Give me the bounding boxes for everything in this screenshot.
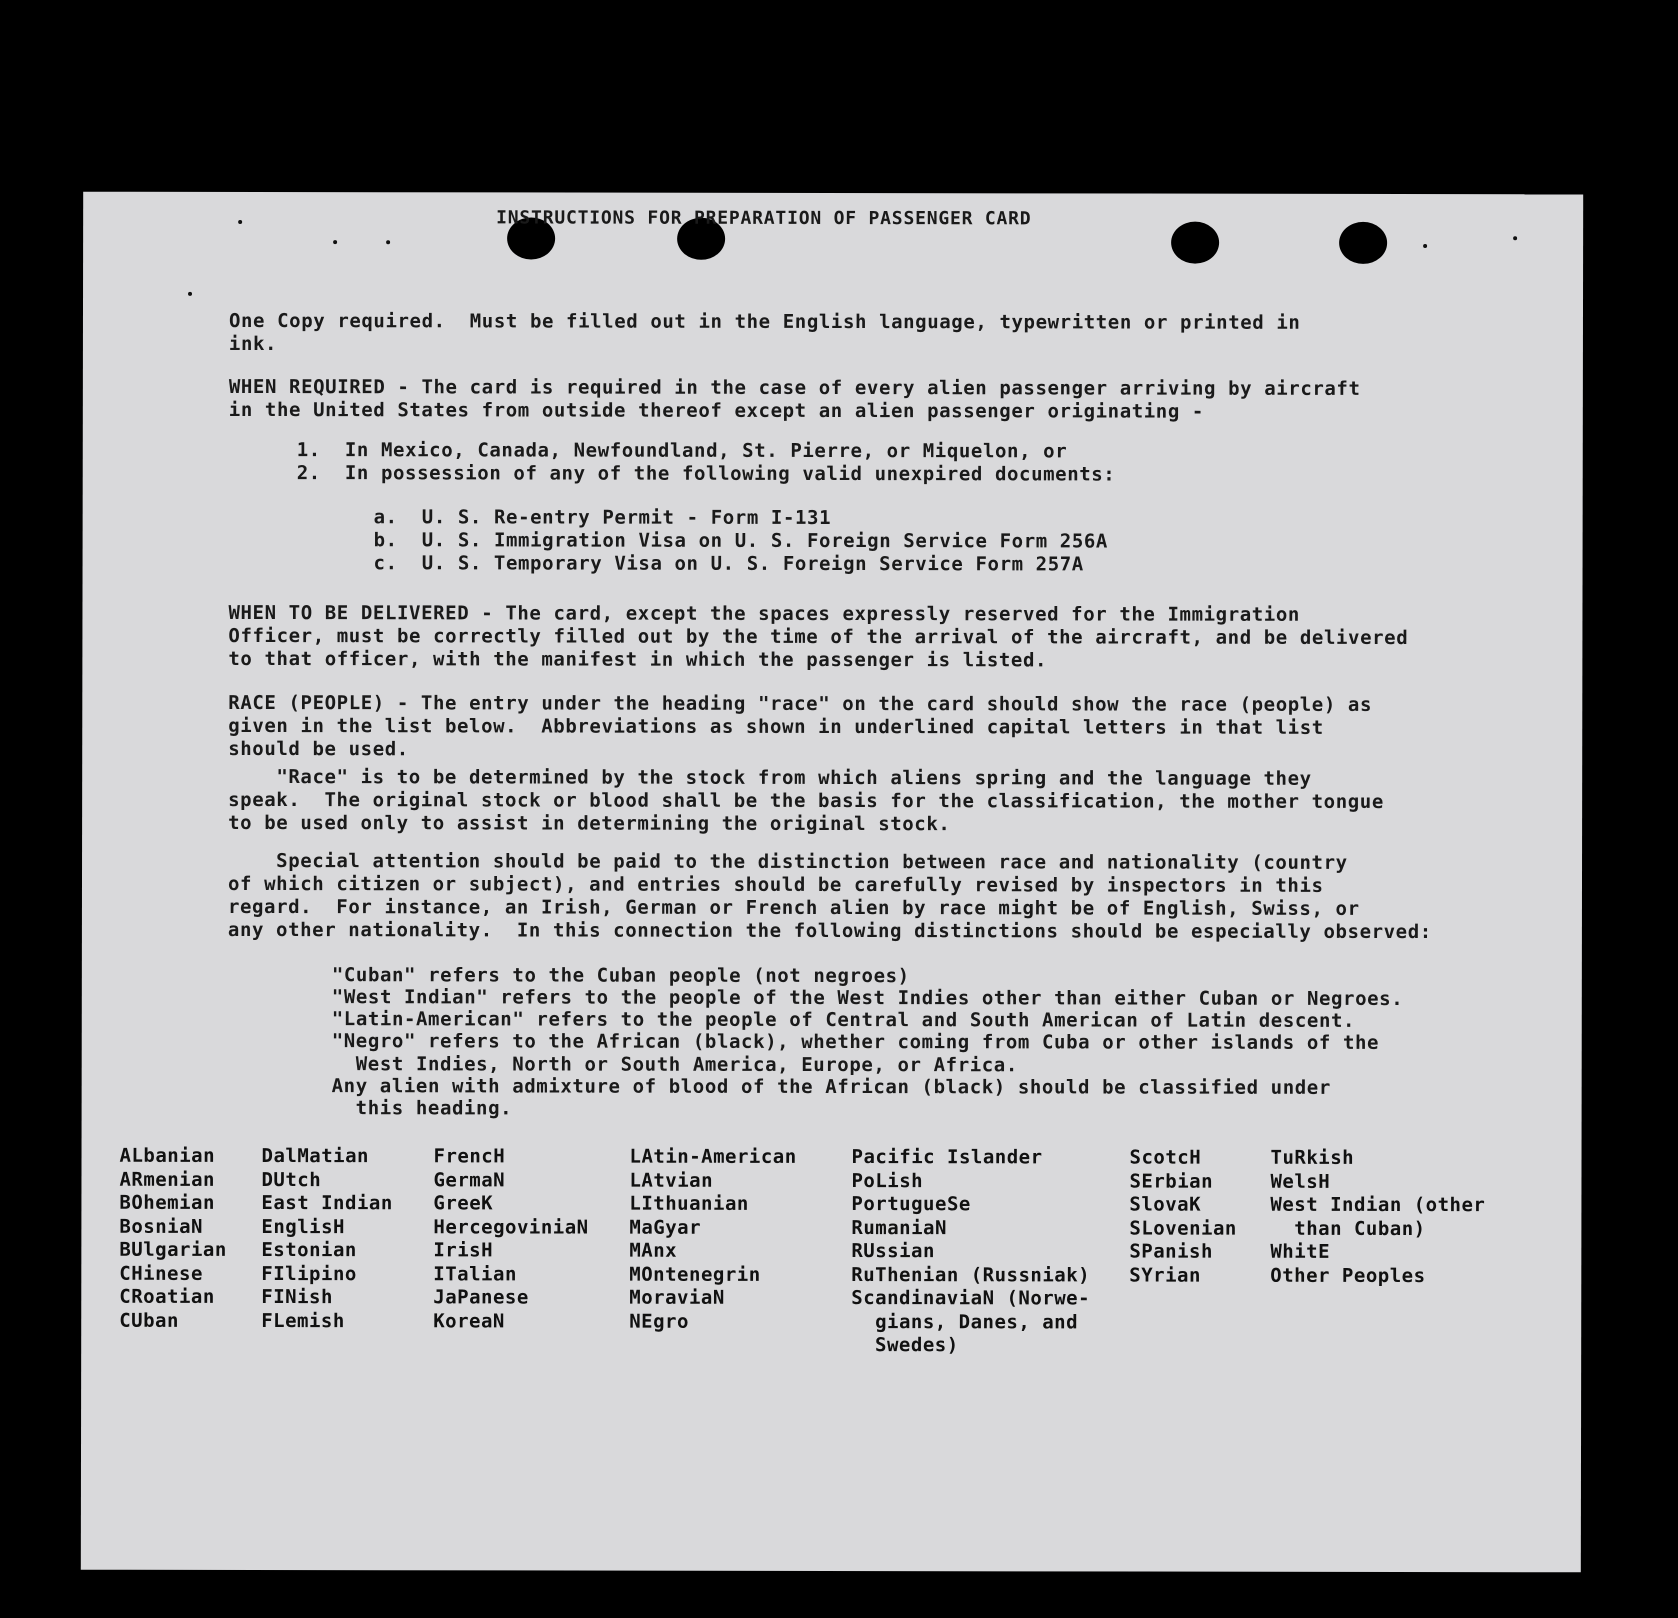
race-column-3 <box>433 1145 589 1333</box>
race-item: RUssian <box>851 1240 935 1263</box>
race-item: GreeK <box>433 1192 494 1215</box>
race-item: FLemish <box>261 1309 345 1332</box>
race-item: Other Peoples <box>1270 1264 1426 1287</box>
race-item: ARmenian <box>119 1168 216 1191</box>
race-item: ALbanian <box>119 1144 216 1167</box>
distinctions-list: "Cuban" refers to the Cuban people (not negroes) "West Indian" refers to the people of the West Indies other than either Cuban or Negroes. "Latin-American" refers to the people of Central and South American of Latin descent. "Negro" refers to the African (black), whether coming from Cuba or other islands of the West Indies, North or South America, Europe, or Africa. Any alien with admixture of blood of the African (black) should be classified under this heading. <box>331 963 1404 1120</box>
speck <box>238 220 242 224</box>
race-column-2 <box>261 1145 393 1333</box>
race-item: SLovenian <box>1129 1217 1237 1240</box>
race-item: NEgro <box>629 1310 689 1333</box>
race-item: RuThenian (Russniak) <box>851 1263 1091 1286</box>
race-item: EnglisH <box>261 1215 345 1238</box>
race-item: CHinese <box>119 1262 203 1285</box>
race-item: Estonian <box>261 1239 357 1262</box>
race-item: SYrian <box>1129 1264 1201 1287</box>
document-sublist: a. U. S. Re-entry Permit - Form I-131 b. U. S. Immigration Visa on U. S. Foreign Service Form 256A c. U. S. Temporary Visa on U. S. Foreign Service Form 257A <box>373 506 1109 576</box>
race-item: Swedes) <box>851 1334 959 1357</box>
race-item: MAnx <box>629 1239 678 1262</box>
race-item: TuRkish <box>1270 1146 1355 1169</box>
special-attention-paragraph: Special attention should be paid to the distinction between race and nationality (country of which citizen or subject), and entries should be carefully revised by inspectors in this regard. For instance, an Irish, German or French alien by race might be of English, Swiss, or any other nationality. In this connection the following distinctions should be especially observed: <box>227 849 1432 944</box>
race-column-4 <box>629 1146 796 1334</box>
race-definition-paragraph: "Race" is to be determined by the stock from which aliens spring and the language they speak. The original stock or blood shall be the basis for the classification, the mother tongue to be used only to assist in determining the original stock. <box>228 765 1384 836</box>
race-item: SPanish <box>1129 1240 1213 1263</box>
race-item: RumaniaN <box>851 1216 947 1239</box>
race-column-1 <box>119 1145 227 1333</box>
race-item: MoraviaN <box>629 1286 725 1309</box>
race-paragraph: RACE (PEOPLE) - The entry under the heading "race" on the card should show the race (people) as given in the list below. Abbreviations as shown in underlined capital letters in that list should be used. <box>228 691 1373 761</box>
document-page <box>81 192 1583 1573</box>
speck <box>1423 244 1427 248</box>
race-item: FINish <box>261 1286 333 1309</box>
race-column-5 <box>851 1146 1090 1358</box>
race-item: West Indian (other <box>1270 1193 1486 1217</box>
race-item: SErbian <box>1129 1170 1214 1193</box>
race-item: WelsH <box>1270 1170 1331 1193</box>
when-delivered-paragraph: WHEN TO BE DELIVERED - The card, except the spaces expressly reserved for the Immigration Officer, must be correctly filled out by the time of the arrival of the aircraft, and be delivered to that officer, with the manifest in which the passenger is listed. <box>228 601 1409 672</box>
race-item: LAtvian <box>629 1169 714 1192</box>
race-item: PortugueSe <box>851 1193 971 1216</box>
race-item: PoLish <box>851 1169 924 1192</box>
race-item: IrisH <box>433 1239 494 1262</box>
speck <box>333 240 337 244</box>
race-item: DalMatian <box>261 1145 369 1168</box>
race-item: BOhemian <box>119 1191 215 1214</box>
race-item: MaGyar <box>629 1216 702 1239</box>
race-item: gians, Danes, and <box>851 1310 1079 1333</box>
race-item: DUtch <box>261 1168 322 1191</box>
race-item: LAtin-American <box>629 1145 797 1168</box>
race-item: JaPanese <box>433 1286 529 1309</box>
race-column-6 <box>1129 1147 1237 1288</box>
race-item: East Indian <box>261 1192 393 1215</box>
race-item: HercegoviniaN <box>433 1215 589 1239</box>
race-item: FIlipino <box>261 1262 357 1285</box>
race-item: BUlgarian <box>119 1238 227 1261</box>
race-item: Pacific Islander <box>851 1146 1043 1169</box>
race-item: BosniaN <box>119 1215 203 1238</box>
race-item: WhitE <box>1270 1240 1331 1263</box>
race-item: FrencH <box>433 1145 506 1168</box>
punch-hole <box>1171 222 1219 264</box>
race-item: SlovaK <box>1129 1193 1202 1216</box>
race-item: ScotcH <box>1129 1146 1202 1169</box>
race-item: LIthuanian <box>629 1192 749 1215</box>
speck <box>1513 236 1517 240</box>
document-title: INSTRUCTIONS FOR PREPARATION OF PASSENGER CARD <box>496 207 1032 230</box>
race-item: KoreaN <box>433 1309 505 1332</box>
punch-hole <box>1339 222 1387 264</box>
race-item: CUban <box>119 1309 179 1332</box>
race-item: ScandinaviaN (Norwe- <box>851 1287 1091 1310</box>
race-item: CRoatian <box>119 1285 215 1308</box>
race-item: ITalian <box>433 1262 517 1285</box>
race-item: than Cuban) <box>1270 1217 1426 1240</box>
intro-paragraph: One Copy required. Must be filled out in the English language, typewritten or printed in ink. <box>228 309 1301 356</box>
race-column-7 <box>1270 1147 1485 1288</box>
race-item: GermaN <box>433 1168 506 1191</box>
when-required-list: 1. In Mexico, Canada, Newfoundland, St. Pierre, or Miquelon, or 2. In possession of any of the following valid unexpired documents: <box>296 439 1116 486</box>
race-item: MOntenegrin <box>629 1263 761 1286</box>
when-required-paragraph: WHEN REQUIRED - The card is required in the case of every alien passenger arriving by aircraft in the United States from outside thereof except an alien passenger originating - <box>228 375 1361 423</box>
speck <box>386 240 390 244</box>
speck <box>188 292 192 296</box>
